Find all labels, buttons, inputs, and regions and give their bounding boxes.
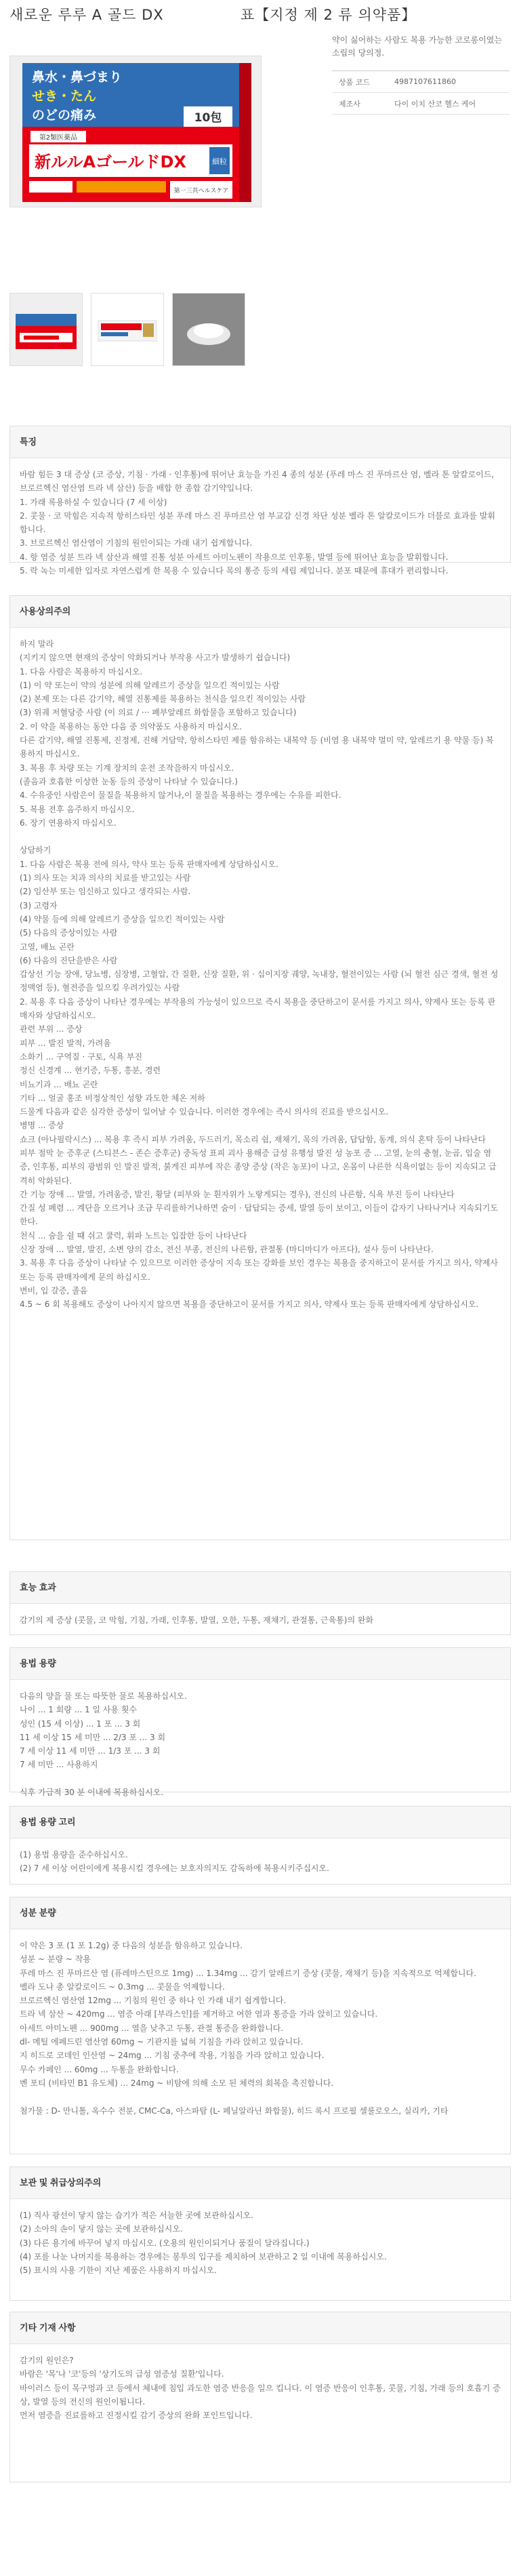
pkg-count: 10包 (194, 111, 222, 125)
section-storage (9, 2167, 511, 2301)
section-body: (1) 직사 광선이 닿지 않는 습기가 적은 서늘한 곳에 보관하십시오. (2) 소아의 손이 닿지 않는 곳에 보관하십시오. (3) 다른 용기에 바꾸어 넣지 마십시오. (오용의 원인이되거나 품질이 달라집니다.) (4) 포를 나눈 나머지를 복용하는 경우에는 봉투의 입구를 제치하여 보관하고 2 일 이내에 복용하십시오. (5) 표시의 사용 기한이 지난 제품은 사용하지 마십시오. (20, 2211, 387, 2276)
pkg-symptom-2: せき・たん (32, 89, 97, 104)
section-body: 이 약은 3 포 (1 포 1.2g) 중 다음의 성분을 함유하고 있습니다. 성분 ~ 분량 ~ 작용 푸레 마스 진 푸마르산 염 (퓨레마스틴으로 1mg) ... 1.34mg ... 감기 알레르기 증상 (콧물, 재채기 등)을 지속적으로 억제합니다. 벨라 도나 총 알칼로이드 ~ 0.3mg ... 콧물을 억제합니다. 브로르헥신 염산염 12mg ... 기침의 원인 중 하나 인 가래 내기 쉽게합니다. 트라 넥 삼산 ~ 420mg ... 염증 아래 [부라스인]를 제거하고 여한 염과 통증을 가라 앉히고 있습니다. 아세트 아미노펜 ... 900mg ... 열을 낮추고 두통, 관절 통증을 완화합니다. dl- 메틸 에페드린 염산염 60mg ~ 기관지를 넓혀 기침을 가라 앉히고 있습니다. 지 히드로 코데인 인산염 ~ 24mg ... 기침 중추에 작용, 기침을 가라 앉히고 있습니다. 무수 카페인 ... 60mg ... 두통을 완화합니다. 벤 포티 (비타민 B1 유도체) ... 24mg ~ 비탐에 의해 소모 된 체력의 회복을 촉진합니다. 첨가물 : D- 만니톨, 옥수수 전분, CMC-Ca, 아스파탐 (L- 페닐알라닌 화합물), 히드 록시 프로필 셀룰로오스, 실리카, 기타 (20, 1941, 476, 2116)
section-other (9, 2312, 511, 2482)
section-precautions (9, 595, 511, 1540)
info-label: 상품 코드 (339, 77, 371, 87)
section-body: 바람 힘든 3 대 증상 (코 증상, 기침 · 가래 · 인후통)에 뛰어난 효능을 가진 4 종의 성분 (푸레 마스 진 푸마르산 염, 벨라 톤 알칼로이드, 브로르헥신 염산염 트라 넥 삼산) 등을 배합 한 종합 감기약입니다. 1. 가래 록용하실 수 있습니다 (7 세 이상) 2. 콧물 · 코 막힘은 지속적 항히스타민 성분 푸레 마스 진 푸마르산 염 부교감 신경 차단 성분 벨라 톤 알칼로이드가 더블로 효과를 발휘합니다. 3. 브로르헥신 염산염이 기침의 원인이되는 가래 내기 쉽게합니다. 4. 항 염증 성분 트라 넥 삼산과 해열 진통 성분 아세트 아미노펜이 작용으로 인후통, 발열 등에 뛰어난 효능을 발휘합니다. 5. 락 녹는 미세한 입자로 자연스럽게 한 복용 수 있습니다 목의 통증 등의 세립 제입니다. 분포 때문에 휴대가 편리합니다. (20, 470, 495, 576)
pkg-symptom-1: 鼻水・鼻づまり (32, 70, 123, 85)
section-body: 다음의 양을 물 또는 따뜻한 물로 복용하십시오. 나이 ... 1 회량 ... 1 일 사용 횟수 성인 (15 세 이상) ... 1 포 ... 3 회 11 세 이상 15 세 미만 ... 2/3 포 ... 3 회 7 세 이상 11 세 미만 ... 1/3 포 ... 3 회 7 세 미만 ... 사용하지 식후 가급적 30 분 이내에 복용하십시오. (20, 1691, 187, 1798)
section-heading: 용법 용량 고리 (10, 1807, 510, 1838)
section-heading: 효능 효과 (10, 1572, 510, 1604)
pkg-maker: 第一三共ヘルスケア (173, 188, 229, 195)
pkg-form-badge: 細粒 (212, 157, 227, 166)
section-body: 하지 말라 (지키지 않으면 현재의 증상이 악화되거나 부작용 사고가 발생하기 쉽습니다) 1. 다음 사람은 복용하지 마십시오. (1) 이 약 또는이 약의 성분에 의해 알레르기 증상을 일으킨 적이있는 사람 (2) 본제 또는 다른 감기약, 해열 진통제를 복용하는 천식을 일으킨 적이있는 사람 (3) 위궤 저혈당증 사람 (이 의료 / ··· 폐부알레르 화합물을 포함하고 있습니다) 2. 이 약을 복용하는 동안 다음 중 의약품도 사용하지 마십시오. 다른 감기약, 해열 진통제, 진정제, 진해 거담약, 항히스타민 제를 함유하는 내복약 등 (비염 용 내복약 멀미 약, 알레르기 용 약물 등) 복용하지 마십시오. 3. 복용 후 차량 또는 기계 장치의 운전 조작을하지 마십시오. (졸음과 호흡한 이상한 눈동 등의 증상이 나타날 수 있습니다.) 4. 수유중인 사람은이 물질을 복용하지 않거나,이 물질을 복용하는 경우에는 수유를 피한다. 5. 복용 전후 음주하지 마십시오. 6. 장기 연용하지 마십시오. 상담하기 1. 다음 사람은 복용 전에 의사, 약사 또는 등록 판매자에게 상담하십시오. (1) 의사 또는 치과 의사의 치료를 받고있는 사람 (2) 임산부 또는 임신하고 있다고 생각되는 사람. (3) 고령자 (4) 약물 등에 의해 알레르기 증상을 일으킨 적이있는 사람 (5) 다음의 증상이있는 사람 고열, 배뇨 곤란 (6) 다음의 진단을받은 사람 갑상선 기능 장애, 당뇨병, 심장병, 고혈압, 간 질환, 신장 질환, 위 · 십이지장 궤양, 녹내장, 혈전이있는 사람 (뇌 혈전 심근 경색, 혈전 성 정맥염 등), 혈전증을 일으킬 우려가있는 사람 2. 복용 후 다음 증상이 나타난 경우에는 부작용의 가능성이 있으므로 즉시 복용을 중단하고이 문서를 가지고 의사, 약제사 또는 등록 판매자와 상담하십시오. 관련 부위 ... 증상 피부 ... 발진 발적, 가려움 소화기 ... 구역질 · 구토, 식욕 부진 정신 신경계 ... 현기증, 두통, 흥분, 경련 비뇨기과 ... 배뇨 곤란 기타 ... 얼굴 홍조 비정상적인 성향 과도한 체온 저하 드물게 다음과 같은 심각한 증상이 일어날 수 있습니다. 이러한 경우에는 즉시 의사의 진료를 받으십시오. 병명 ... 증상 쇼크 (아나필락시스) ... 복용 후 즉시 피부 가려움, 두드러기, 목소리 쉼, 재채기, 목의 가려움, 답답함, 동계, 의식 혼탁 등이 나타난다 피부 점막 눈 증후군 (스티븐스 - 존슨 증후군) 중독성 표피 괴사 용해증 급성 유행성 발진 성 농포 증 ... 고열, 눈의 충혈, 눈곱, 입술 염증, 인후통, 피부의 광범위 인 발진 발적, 붉게진 피부에 작은 종양 증상 (작은 농포)이 나고, 온몸이 나른한 식욕이없는 등이 지속되고 급격히 악화된다. 간 기능 장애 ... 발열, 가려움증, 발진, 황달 (피부와 눈 흰자위가 노랗게되는 경우), 전신의 나른함, 식욕 부진 등이 나타난다 간질 성 폐렴 ... 계단을 오르거나 조금 무리를하거나하면 숨이 · 답답되는 증세, 발열 등이 보이고, 이들이 갑자기 나타나거나 지속되기도한다. 천식 ... 숨을 쉴 때 쉬고 쿨럭, 휘파 노트는 입잡한 등이 나타난다 신장 장애 ... 발열, 발진, 소변 양의 감소, 전신 부종, 전신의 나른함, 관절통 (마디마디가 아프다), 설사 등이 나타난다. 3. 복용 후 다음 증상이 나타날 수 있으므로 이러한 증상이 지속 또는 강화를 보인 경우는 복용을 중지하고이 문서를 가지고 의사, 약제사 또는 등록 판매자에게 문의 하십시오. 변비, 입 갈증, 졸음 4.5 ~ 6 회 복용해도 증상이 나아지지 않으면 복용을 중단하고이 문서를 가지고 의사, 약제사 또는 등록 판매자에게 상담하십시오. (20, 639, 499, 1310)
thumbnail-2[interactable] (91, 293, 164, 366)
section-body: (1) 용법 용량을 준수하십시오. (2) 7 세 이상 어린이에게 복용시킬 경우에는 보호자의지도 감독하에 복용시키주십시오. (20, 1850, 329, 1874)
product-description: 약이 싫어하는 사람도 복용 가능한 코로롱이였는 소립의 당의정. (332, 35, 502, 58)
section-heading: 성분 분량 (10, 1897, 510, 1929)
info-value: 4987107611860 (394, 77, 456, 86)
thumbnail-1[interactable] (9, 293, 83, 366)
main-product-image[interactable] (9, 56, 262, 207)
pkg-class-badge: 第2類医薬品 (39, 134, 78, 142)
product-title: 새로운 루루 A 골드 DX (9, 7, 164, 23)
section-heading: 보관 및 취급상의주의 (10, 2167, 510, 2199)
section-heading: 용법 용량 (10, 1648, 510, 1680)
section-heading: 사용상의주의 (10, 596, 510, 628)
section-efficacy (9, 1571, 511, 1635)
info-row-product-code (332, 71, 510, 93)
pkg-symptom-3: のどの痛み (32, 108, 97, 123)
section-heading: 기타 기재 사항 (10, 2312, 510, 2344)
info-label: 제조사 (339, 99, 360, 108)
info-row-manufacturer (332, 93, 510, 115)
section-dosage-notes (9, 1806, 511, 1885)
section-features (9, 426, 511, 576)
info-value: 다이 이치 산코 헬스 케어 (394, 99, 476, 108)
product-box-illustration (10, 56, 261, 207)
section-body: 감기의 원인은? 바람은 '목'나 '코'등의 '상기도의 급성 염증성 질환'입니다. 바이러스 등이 목구멍과 코 등에서 체내에 침입 과도한 염증 반응을 일으 킵니다. 이 염증 반응이 인후통, 콧물, 기침, 가래 등의 호흡기 증상, 발열 등의 전신의 원인이됩니다. 먼저 염증을 진료를하고 진정시킬 감기 증상의 완화 포인트입니다. (20, 2356, 501, 2421)
section-body: 감기의 제 증상 (콧물, 코 막힘, 기침, 가래, 인후통, 발열, 오한, 두통, 재채기, 관절통, 근육통)의 완화 (20, 1615, 374, 1625)
product-info-table (332, 71, 510, 115)
section-ingredients (9, 1897, 511, 2154)
section-heading: 특징 (10, 426, 510, 458)
section-dosage (9, 1647, 511, 1798)
drug-classification: 표【지정 제 2 류 의약품】 (241, 7, 417, 23)
thumbnail-3[interactable] (172, 293, 245, 366)
pkg-brand: 新ルルAゴールドDX (35, 153, 186, 172)
